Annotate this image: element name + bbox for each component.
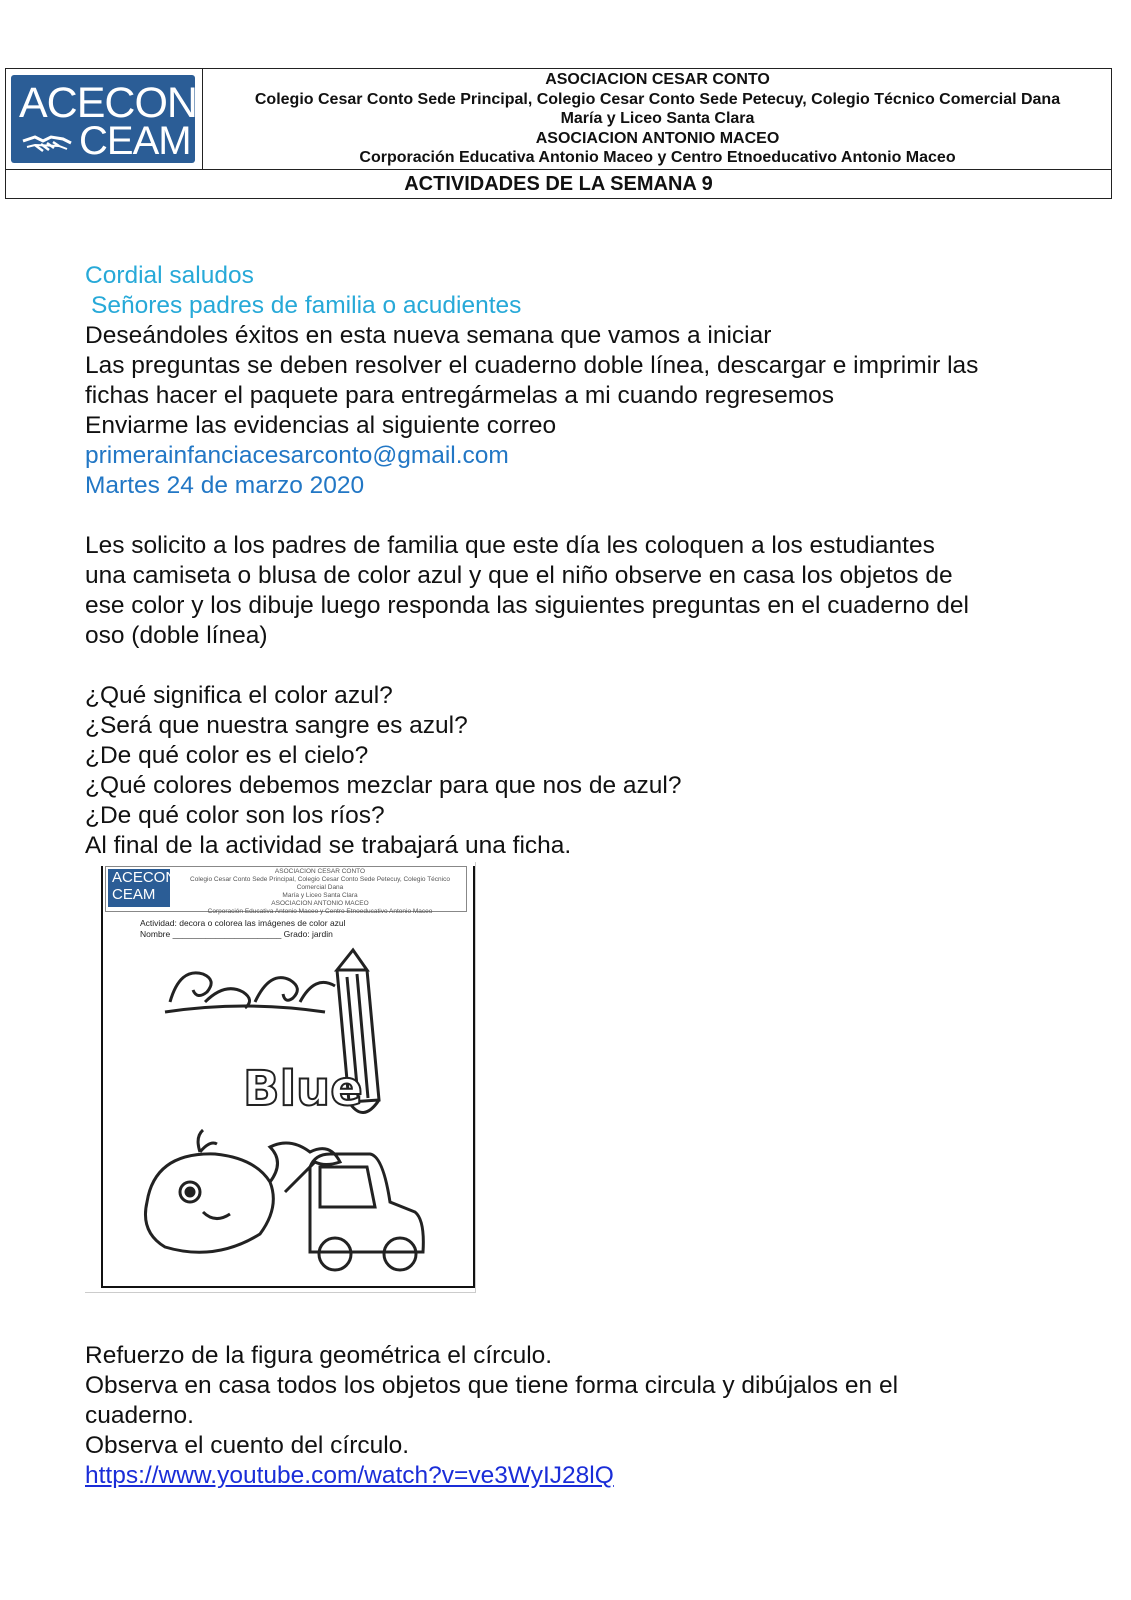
worksheet-note: Al final de la actividad se trabajará una ficha.	[85, 832, 572, 859]
header-line: ASOCIACION CESAR CONTO	[545, 71, 770, 88]
blue-word: Blue	[243, 1061, 363, 1117]
question-item: ¿Qué significa el color azul?	[85, 682, 393, 709]
request-line: una camiseta o blusa de color azul y que el niño observe en casa los objetos de	[85, 562, 953, 589]
date-text: Martes 24 de marzo 2020	[85, 472, 365, 499]
acecon-logo	[11, 75, 195, 163]
worksheet-logo-line: ACECON	[112, 869, 177, 886]
question-item: ¿Qué colores debemos mezclar para que nos de azul?	[85, 772, 682, 799]
circle-heading: Refuerzo de la figura geométrica el círculo.	[85, 1342, 553, 1369]
worksheet-activity-text: Actividad: decora o colorea las imágenes de color azul	[140, 918, 346, 928]
request-line: oso (doble línea)	[85, 622, 268, 649]
worksheet-header-line: ASOCIACION ANTONIO MACEO	[271, 900, 369, 907]
worksheet-header-line: Colegio Cesar Conto Sede Principal, Colegio Cesar Conto Sede Petecuy, Colegio Técnico Comercial Dana	[190, 876, 450, 891]
circle-instruction: Observa en casa todos los objetos que tiene forma circula y dibújalos en el	[85, 1372, 899, 1399]
instructions-line: Las preguntas se deben resolver el cuaderno doble línea, descargar e imprimir las	[85, 352, 979, 379]
request-line: Les solicito a los padres de familia que este día les coloquen a los estudiantes	[85, 532, 935, 559]
worksheet-header-line: Corporación Educativa Antonio Maceo y Centro Etnoeducativo Antonio Maceo	[207, 908, 433, 915]
email-address[interactable]: primerainfanciacesarconto@gmail.com	[85, 442, 509, 469]
question-item: ¿De qué color son los ríos?	[85, 802, 385, 829]
youtube-link[interactable]: https://www.youtube.com/watch?v=ve3WyIJ28lQ	[85, 1462, 614, 1489]
greeting: Cordial saludos	[85, 262, 254, 289]
worksheet-header-line: ASOCIACION CESAR CONTO	[274, 868, 366, 875]
wish-text: Deseándoles éxitos en esta nueva semana que vamos a iniciar	[85, 322, 772, 349]
document-title: ACTIVIDADES DE LA SEMANA 9	[404, 173, 713, 195]
header-line: Colegio Cesar Conto Sede Principal, Colegio Cesar Conto Sede Petecuy, Colegio Técnico Comercial Dana	[254, 90, 1061, 108]
car-drawing	[310, 1154, 423, 1270]
header-line: Corporación Educativa Antonio Maceo y Centro Etnoeducativo Antonio Maceo	[359, 149, 956, 167]
worksheet-logo-line: CEAM	[112, 886, 156, 903]
instructions-line: fichas hacer el paquete para entregármelas a mi cuando regresemos	[85, 382, 835, 409]
waves-drawing	[165, 973, 335, 1012]
logo-text-ceam: CEAM	[79, 119, 191, 163]
header-institutions	[202, 69, 1113, 170]
question-item: ¿De qué color es el cielo?	[85, 742, 369, 769]
worksheet-name-grade: Nombre _______________________ Grado: jardin	[140, 929, 333, 939]
evidence-text: Enviarme las evidencias al siguiente correo	[85, 412, 557, 439]
handshake-icon	[21, 127, 73, 157]
worksheet-image	[85, 862, 476, 1293]
circle-instruction: cuaderno.	[85, 1402, 194, 1429]
logo-text-acecon: ACECON	[19, 79, 197, 127]
logo-cell	[6, 69, 203, 169]
header-top-row	[6, 69, 1111, 170]
header-line: María y Liceo Santa Clara	[560, 110, 755, 128]
request-line: ese color y los dibuje luego responda las siguientes preguntas en el cuaderno del	[85, 592, 969, 619]
header-line: ASOCIACION ANTONIO MACEO	[535, 129, 780, 147]
worksheet-header-line: María y Liceo Santa Clara	[282, 892, 358, 899]
circle-story-text: Observa el cuento del círculo.	[85, 1432, 410, 1459]
question-item: ¿Será que nuestra sangre es azul?	[85, 712, 468, 739]
coloring-drawings	[85, 862, 475, 1292]
addressee: Señores padres de familia o acudientes	[91, 292, 522, 319]
document-header	[5, 68, 1112, 199]
